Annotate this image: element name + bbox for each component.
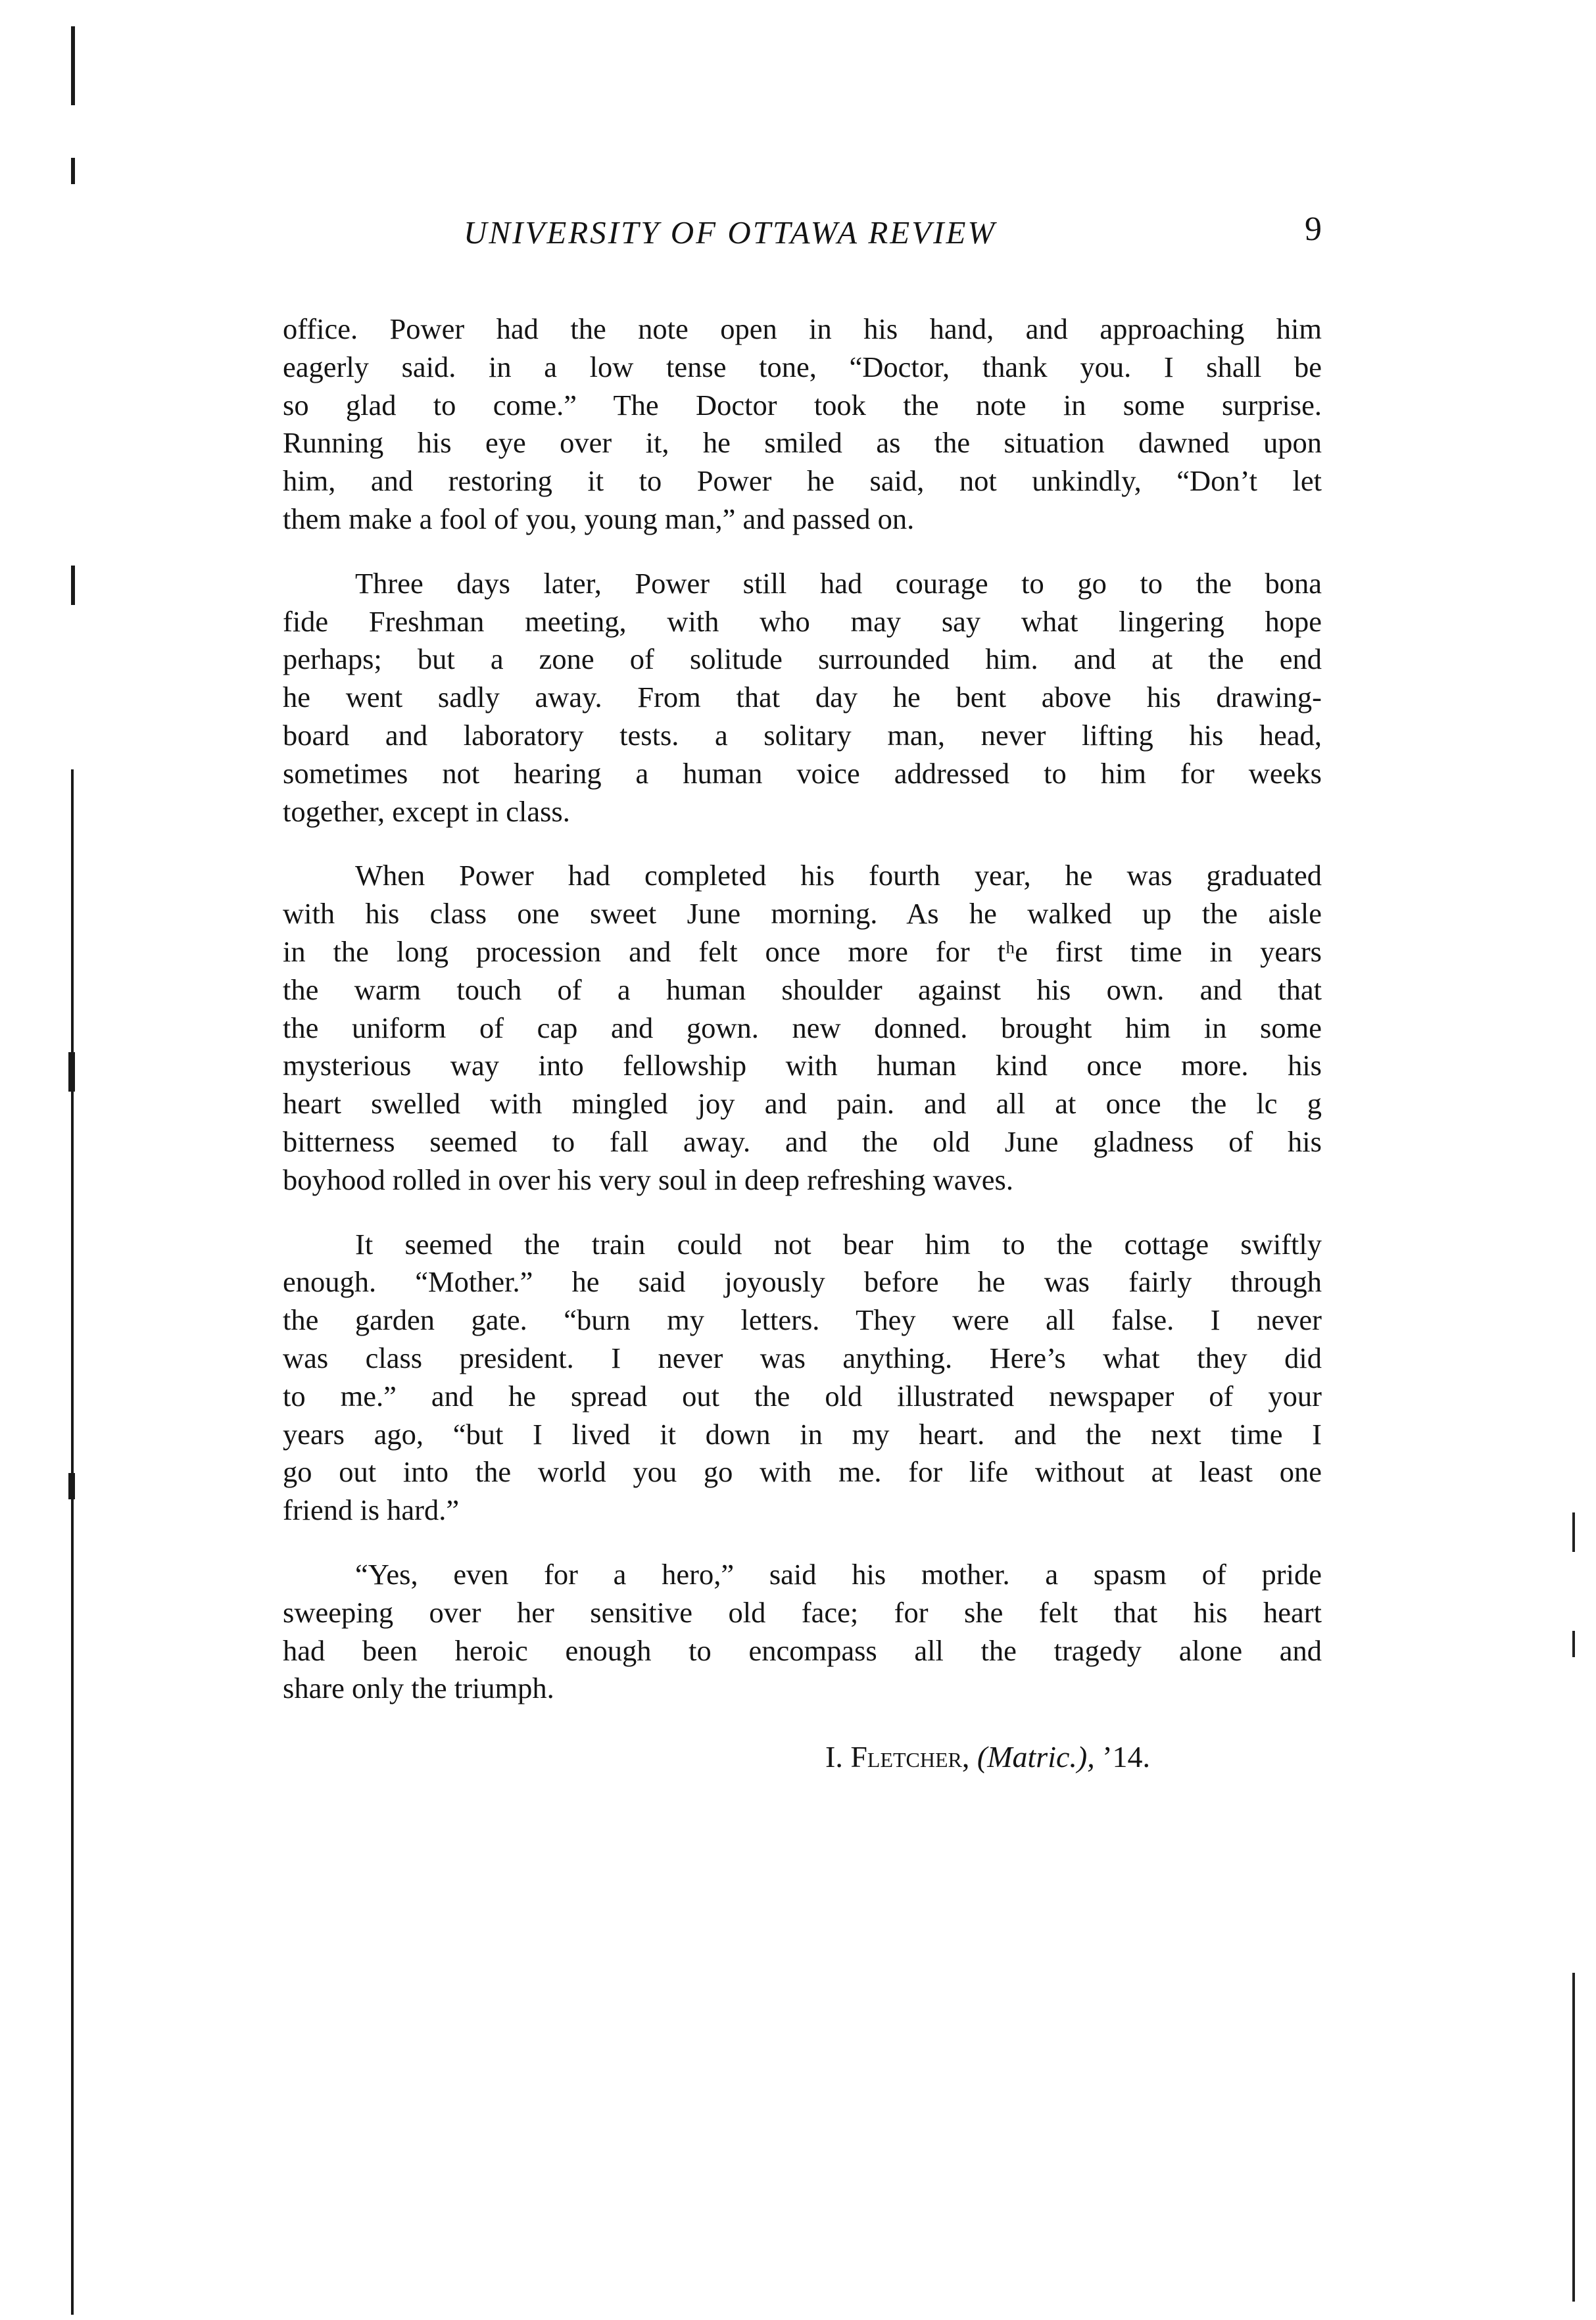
text-line: boyhood rolled in over his very soul in deep refreshing waves. (283, 1163, 1014, 1196)
text-line: perhaps; but a zone of solitude surrounded him. and at the end (283, 642, 1322, 676)
text-line: Three days later, Power still had courage to go to the bona (355, 566, 1322, 600)
paragraph-1 (283, 310, 1322, 539)
author-year: ’14. (1102, 1740, 1151, 1774)
text-line: fide Freshman meeting, with who may say what lingering hope (283, 604, 1322, 638)
text-line: so glad to come.” The Doctor took the note in some surprise. (283, 388, 1322, 422)
text-line: was class president. I never was anything. Here’s what they did (283, 1341, 1322, 1374)
text-line: with his class one sweet June morning. As he walked up the aisle (283, 897, 1322, 930)
text-line: It seemed the train could not bear him to the cottage swiftly (355, 1227, 1322, 1261)
running-head: UNIVERSITY OF OTTAWA REVIEW (464, 214, 997, 251)
page-header (283, 210, 1322, 266)
text-line: the warm touch of a human shoulder against his own. and that (283, 973, 1322, 1006)
page-number: 9 (1305, 210, 1322, 248)
text-line: heart swelled with mingled joy and pain. and all at once the lc g (283, 1087, 1322, 1121)
text-line: together, except in class. (283, 794, 570, 828)
author-affiliation: (Matric.), (977, 1740, 1095, 1774)
text-line: had been heroic enough to encompass all the tragedy alone and (283, 1633, 1322, 1667)
text-line: office. Power had the note open in his hand, and approaching him (283, 312, 1322, 345)
scan-right-edge (1572, 1512, 1576, 2302)
text-line: in the long procession and felt once more for tʰe first time in years (283, 934, 1322, 968)
text-line: share only the triumph. (283, 1672, 554, 1705)
text-line: sweeping over her sensitive old face; for she felt that his heart (283, 1595, 1322, 1629)
text-line: sometimes not hearing a human voice addressed to him for weeks (283, 756, 1322, 790)
text-line: them make a fool of you, young man,” and passed on. (283, 502, 915, 535)
paragraph-3 (283, 857, 1322, 1199)
text-line: the garden gate. “burn my letters. They were all false. I never (283, 1303, 1322, 1337)
text-line: he went sadly away. From that day he bent above his drawing- (283, 681, 1322, 714)
text-line: friend is hard.” (283, 1493, 460, 1527)
paragraph-2 (283, 565, 1322, 831)
text-line: to me.” and he spread out the old illustrated newspaper of your (283, 1379, 1322, 1413)
text-line: mysterious way into fellowship with human kind once more. his (283, 1049, 1322, 1082)
paragraph-5 (283, 1556, 1322, 1708)
author-name: I. Fletcher, (825, 1740, 970, 1774)
text-line: bitterness seemed to fall away. and the old June gladness of his (283, 1124, 1322, 1158)
article-body (283, 310, 1322, 1734)
text-line: enough. “Mother.” he said joyously before he was fairly through (283, 1265, 1322, 1299)
text-line: “Yes, even for a hero,” said his mother. a spasm of pride (355, 1557, 1322, 1591)
scan-binding-edge (71, 26, 76, 2315)
text-line: him, and restoring it to Power he said, not unkindly, “Don’t let (283, 464, 1322, 498)
text-line: board and laboratory tests. a solitary man, never lifting his head, (283, 718, 1322, 752)
paragraph-4 (283, 1226, 1322, 1530)
text-line: When Power had completed his fourth year, he was graduated (355, 859, 1322, 892)
text-line: eagerly said. in a low tense tone, “Doctor, thank you. I shall be (283, 350, 1322, 383)
text-line: Running his eye over it, he smiled as the situation dawned upon (283, 426, 1322, 460)
text-line: go out into the world you go with me. for life without at least one (283, 1455, 1322, 1489)
author-signature (825, 1739, 1150, 1774)
text-line: years ago, “but I lived it down in my heart. and the next time I (283, 1417, 1322, 1451)
text-line: the uniform of cap and gown. new donned. brought him in some (283, 1011, 1322, 1044)
